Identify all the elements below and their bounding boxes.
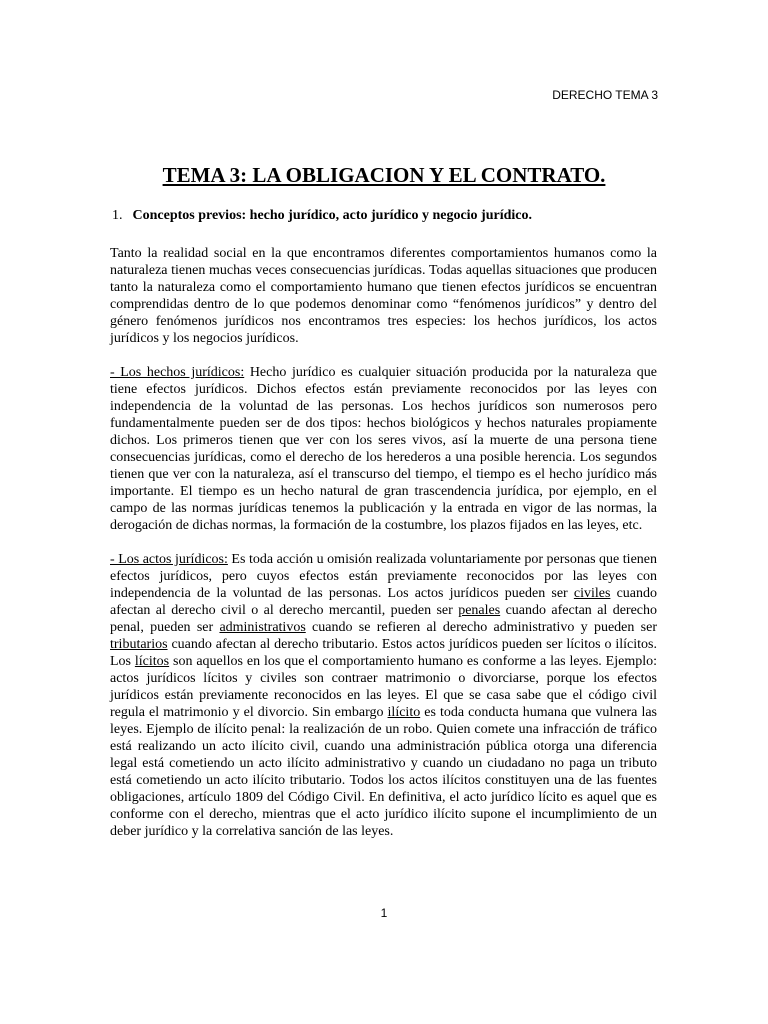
- hechos-label: - Los hechos jurídicos:: [110, 365, 245, 380]
- actos-text-2: cuando afectan al derecho civil o al derecho mercantil, pueden ser: [110, 586, 657, 618]
- actos-text-7: es toda conducta humana que vulnera las leyes. Ejemplo de ilícito penal: la realización de un robo. Quien comete una infracción de tráfico está realizando un acto ilícito civil, cuando una administración pública otorga una diferencia legal está cometiendo un acto ilícito administrativo y cuando un ciudadano no paga un tributo está cometiendo un acto ilícito tributario. Todos los actos ilícitos constituyen una de las fuentes obligaciones, artículo 1809 del Código Civil. En definitiva, el acto jurídico lícito es aquel que es conforme con el derecho, mientras que el acto jurídico ilícito supone el incumplimiento de un deber jurídico y la correlativa sanción de las leyes.: [110, 705, 657, 839]
- term-licitos: lícitos: [134, 654, 170, 669]
- paragraph-intro: Tanto la realidad social en la que encontramos diferentes comportamientos humanos como la naturaleza tienen muchas veces consecuencias jurídicas. Todas aquellas situaciones que producen tanto la naturaleza como el comportamiento humano que tienen efectos jurídicos se encuentran comprendidas dentro de lo que podemos denominar como “fenómenos jurídicos” y dentro del género fenómenos jurídicos nos encontramos tres especies: los hechos jurídicos, los actos jurídicos y los negocios jurídicos.: [110, 246, 657, 346]
- section-number: 1.: [112, 208, 123, 223]
- document-body: [110, 245, 657, 857]
- actos-text-5: cuando afectan al derecho tributario. Estos actos jurídicos pueden ser lícitos o ilícitos. Los: [110, 637, 657, 669]
- term-tributarios: tributarios: [110, 637, 168, 652]
- actos-text-4: cuando se refieren al derecho administrativo y pueden ser: [305, 620, 657, 635]
- page-number: 1: [380, 906, 388, 920]
- paragraph-actos: [110, 551, 657, 840]
- actos-text-6: son aquellos en los que el comportamiento humano es conforme a las leyes. Ejemplo: actos jurídicos lícitos y civiles son contraer matrimonio o divorciarse, porque los efectos jurídicos están previamente reconocidos en las leyes. El que se casa sabe que el código civil regula el matrimonio y el divorcio. Sin embargo: [110, 654, 657, 720]
- term-administrativos: administrativos: [219, 620, 306, 635]
- term-civiles: civiles: [573, 586, 611, 601]
- actos-label: - Los actos jurídicos:: [110, 552, 228, 567]
- page-header: DERECHO TEMA 3: [552, 88, 658, 102]
- section-title: Conceptos previos: hecho jurídico, acto jurídico y negocio jurídico.: [132, 208, 532, 223]
- term-penales: penales: [458, 603, 501, 618]
- paragraph-hechos: [110, 364, 657, 534]
- term-ilicito: ilícito: [387, 705, 421, 720]
- actos-text-1: Es toda acción u omisión realizada voluntariamente por personas que tienen efectos jurídicos, pero cuyos efectos están previamente reconocidos por las leyes con independencia de la voluntad de las personas. Los actos jurídicos pueden ser: [110, 552, 657, 601]
- document-title: TEMA 3: LA OBLIGACION Y EL CONTRATO.: [162, 163, 606, 187]
- hechos-text: Hecho jurídico es cualquier situación producida por la naturaleza que tiene efectos jurídicos. Dichos efectos están previamente reconocidos por las leyes con independencia de la voluntad de las personas. Los hechos jurídicos son numerosos pero fundamentalmente pueden ser de dos tipos: hechos biológicos y hechos naturales propiamente dichos. Los primeros tienen que ver con los seres vivos, así la muerte de una persona tiene consecuencias jurídicas, como el derecho de los herederos a una posible herencia. Los segundos tienen que ver con la naturaleza, así el transcurso del tiempo, el tiempo es el hecho jurídico más importante. El tiempo es un hecho natural de gran trascendencia jurídica, por ejemplo, en el campo de las normas jurídicas tenemos la publicación y la entrada en vigor de las normas, la derogación de dichas normas, la formación de la costumbre, los plazos fijados en las leyes, etc.: [110, 365, 658, 533]
- section-heading: [112, 208, 532, 224]
- actos-text-3: cuando afectan al derecho penal, pueden ser: [110, 603, 657, 635]
